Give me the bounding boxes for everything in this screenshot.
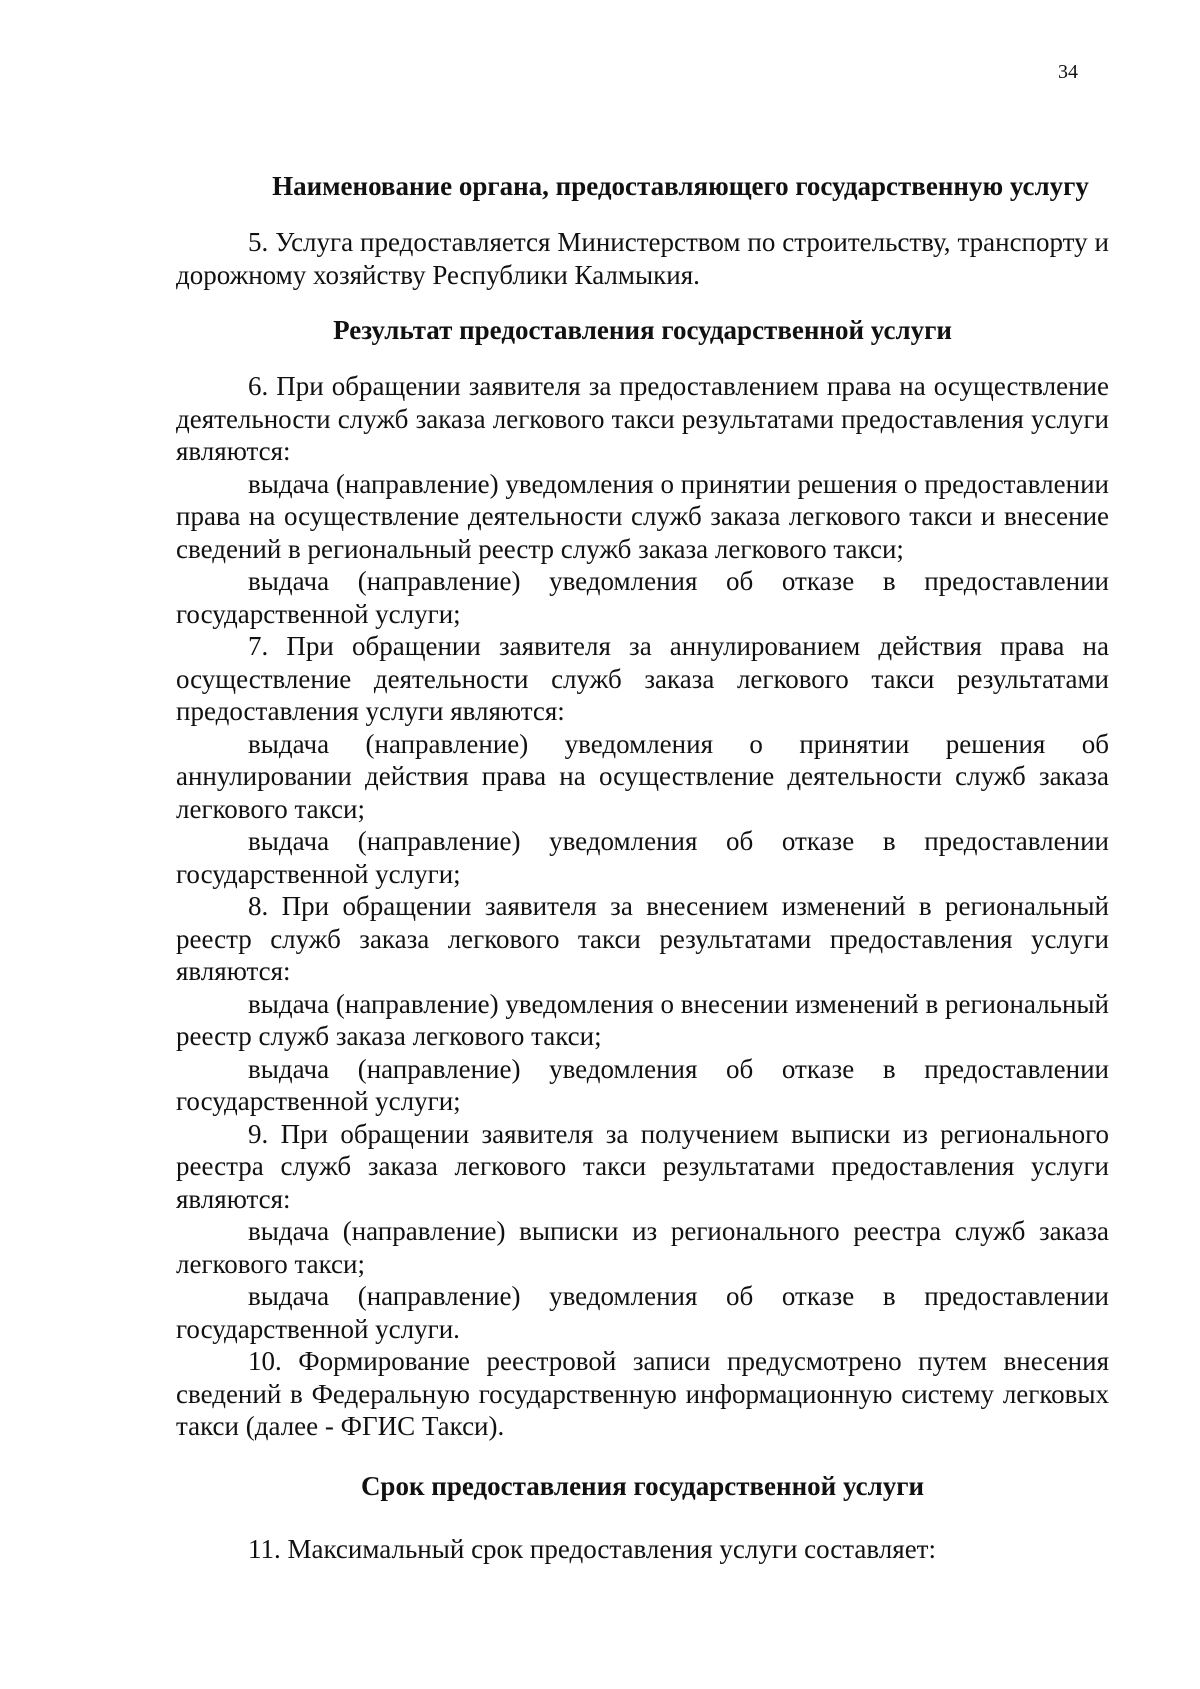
paragraph-6-item-a: выдача (направление) уведомления о принятии решения о предоставлении права на осуществление деятельности служб заказа легкового такси и внесение сведений в региональный реестр служб заказа легкового такси; [176,468,1109,564]
paragraph-9-item-a: выдача (направление) выписки из регионального реестра служб заказа легкового такси; [176,1216,1109,1279]
paragraph-7: 7. При обращении заявителя за аннулированием действия права на осуществление деятельности служб заказа легкового такси результатами предоставления услуги являются: [176,631,1109,726]
section-heading-result: Результат предоставления государственной услуги [333,315,952,345]
paragraph-7-item-a: выдача (направление) уведомления о принятии решения об аннулировании действия права на осуществление деятельности служб заказа легкового такси; [176,728,1109,824]
section-heading-term: Срок предоставления государственной услуги [360,1470,925,1501]
paragraph-6-item-b: выдача (направление) уведомления об отказе в предоставлении государственной услуги; [176,566,1109,629]
paragraph-6: 6. При обращении заявителя за предоставлением права на осуществление деятельности служб заказа легкового такси результатами предоставления услуги являются: [176,371,1109,466]
paragraph-10: 10. Формирование реестровой записи предусмотрено путем внесения сведений в Федеральную государственную информационную систему легковых такси (далее - ФГИС Такси). [176,1346,1109,1441]
document-body [176,168,1109,1565]
paragraph-7-item-b: выдача (направление) уведомления об отказе в предоставлении государственной услуги; [176,826,1109,889]
paragraph-8-item-b: выдача (направление) уведомления об отказе в предоставлении государственной услуги; [176,1053,1109,1116]
section-heading-authority: Наименование органа, предоставляющего государственную услугу [272,171,1089,201]
paragraph-5: 5. Услуга предоставляется Министерством по строительству, транспорту и дорожному хозяйству Республики Калмыкия. [176,227,1109,290]
page-number: 34 [1058,61,1078,83]
paragraph-8: 8. При обращении заявителя за внесением изменений в региональный реестр служб заказа легкового такси результатами предоставления услуги являются: [176,891,1109,986]
paragraph-11: 11. Максимальный срок предоставления услуги составляет: [248,1533,936,1564]
paragraph-8-item-a: выдача (направление) уведомления о внесении изменений в региональный реестр служб заказа легкового такси; [176,988,1109,1051]
paragraph-9-item-b: выдача (направление) уведомления об отказе в предоставлении государственной услуги. [176,1281,1109,1344]
paragraph-9: 9. При обращении заявителя за получением выписки из регионального реестра служб заказа легкового такси результатами предоставления услуги являются: [176,1118,1109,1214]
